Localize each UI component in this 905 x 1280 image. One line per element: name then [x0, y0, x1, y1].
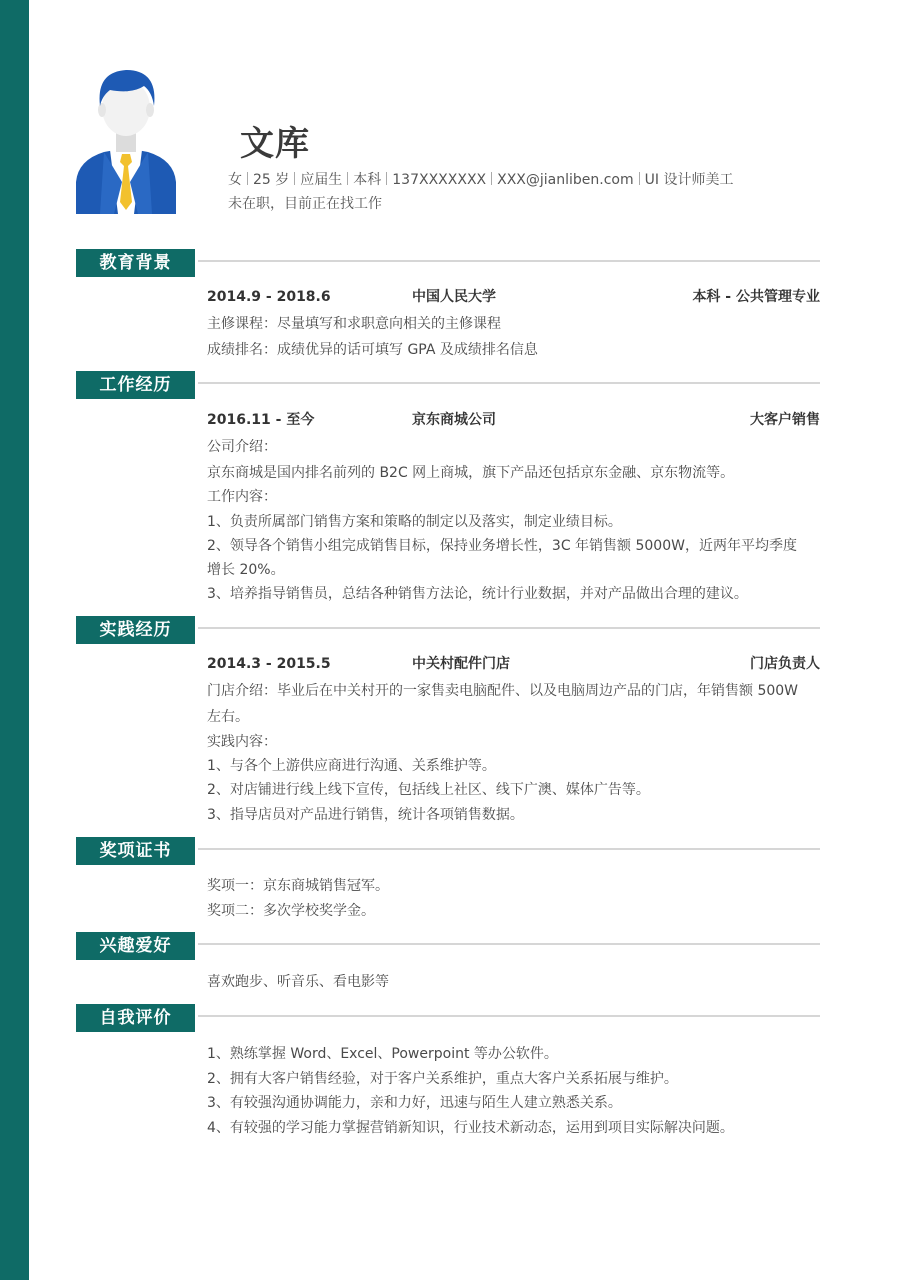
entry-org: 中关村配件门店 [412, 656, 510, 672]
side-accent-bar [0, 0, 29, 1280]
text-line: 京东商城是国内排名前列的 B2C 网上商城，旗下产品还包括京东金融、京东物流等。 [207, 465, 735, 481]
entry-role: 大客户销售 [750, 412, 820, 428]
text-line: 1、熟练掌握 Word、Excel、Powerpoint 等办公软件。 [207, 1046, 558, 1062]
section-awards [76, 837, 820, 865]
text-line: 实践内容： [207, 734, 277, 750]
text-line: 3、有较强沟通协调能力，亲和力好，迅速与陌生人建立熟悉关系。 [207, 1095, 622, 1111]
text-line: 喜欢跑步、听音乐、看电影等 [207, 974, 389, 990]
text-line: 成绩排名：成绩优异的话可填写 GPA 及成绩排名信息 [207, 342, 538, 358]
section-divider [198, 943, 820, 945]
text-line: 1、负责所属部门销售方案和策略的制定以及落实，制定业绩目标。 [207, 514, 622, 530]
section-divider [198, 627, 820, 629]
text-line: 公司介绍： [207, 439, 277, 455]
entry-role: 门店负责人 [750, 656, 820, 672]
entry-date: 2016.11 - 至今 [207, 412, 315, 428]
section-divider [198, 382, 820, 384]
text-line: 奖项二：多次学校奖学金。 [207, 903, 375, 919]
text-line: 3、培养指导销售员，总结各种销售方法论，统计行业数据，并对产品做出合理的建议。 [207, 586, 748, 602]
section-divider [198, 260, 820, 262]
degree: 本科 [353, 172, 382, 188]
section-self-evaluation [76, 1004, 820, 1032]
phone: 137XXXXXXX [392, 172, 487, 188]
text-line: 左右。 [207, 709, 249, 725]
section-title: 工作经历 [76, 371, 195, 399]
section-divider [198, 1015, 820, 1017]
section-work [76, 371, 820, 399]
candidate-name: 文库 [240, 124, 310, 164]
text-line: 奖项一：京东商城销售冠军。 [207, 878, 389, 894]
candidate-type: 应届生 [300, 172, 343, 188]
separator [294, 172, 295, 185]
text-line: 3、指导店员对产品进行销售，统计各项销售数据。 [207, 807, 524, 823]
entry-date: 2014.9 - 2018.6 [207, 289, 331, 305]
age: 25 岁 [253, 172, 290, 188]
basic-info-line [228, 170, 733, 190]
text-line: 2、领导各个销售小组完成销售目标，保持业务增长性，3C 年销售额 5000W，近两年平均季度 [207, 538, 797, 554]
section-practice [76, 616, 820, 644]
section-title: 兴趣爱好 [76, 932, 195, 960]
practice-entry-header [207, 653, 820, 675]
text-line: 4、有较强的学习能力掌握营销新知识，行业技术新动态，运用到项目实际解决问题。 [207, 1120, 734, 1136]
entry-org: 京东商城公司 [412, 412, 496, 428]
section-hobbies [76, 932, 820, 960]
text-line: 2、对店铺进行线上线下宣传，包括线上社区、线下广澳、媒体广告等。 [207, 782, 650, 798]
employment-status: 未在职，目前正在找工作 [228, 196, 382, 212]
text-line: 门店介绍：毕业后在中关村开的一家售卖电脑配件、以及电脑周边产品的门店，年销售额 500W [207, 683, 799, 699]
work-entry-header [207, 409, 820, 431]
text-line: 主修课程：尽量填写和求职意向相关的主修课程 [207, 316, 501, 332]
text-line: 2、拥有大客户销售经验，对于客户关系维护，重点大客户关系拓展与维护。 [207, 1071, 678, 1087]
text-line: 增长 20%。 [207, 562, 285, 578]
separator [491, 172, 492, 185]
section-title: 实践经历 [76, 616, 195, 644]
section-title: 自我评价 [76, 1004, 195, 1032]
section-title: 教育背景 [76, 249, 195, 277]
separator [639, 172, 640, 185]
job-target: UI 设计师美工 [644, 172, 734, 188]
entry-date: 2014.3 - 2015.5 [207, 656, 331, 672]
text-line: 工作内容： [207, 489, 277, 505]
entry-role: 本科 - 公共管理专业 [692, 289, 820, 305]
separator [386, 172, 387, 185]
text-line: 1、与各个上游供应商进行沟通、关系维护等。 [207, 758, 496, 774]
entry-org: 中国人民大学 [412, 289, 496, 305]
avatar [70, 64, 182, 214]
gender: 女 [228, 172, 242, 188]
separator [247, 172, 248, 185]
section-education [76, 249, 820, 277]
section-divider [198, 848, 820, 850]
email: XXX@jianliben.com [497, 172, 634, 188]
separator [347, 172, 348, 185]
education-entry-header [207, 286, 820, 308]
section-title: 奖项证书 [76, 837, 195, 865]
